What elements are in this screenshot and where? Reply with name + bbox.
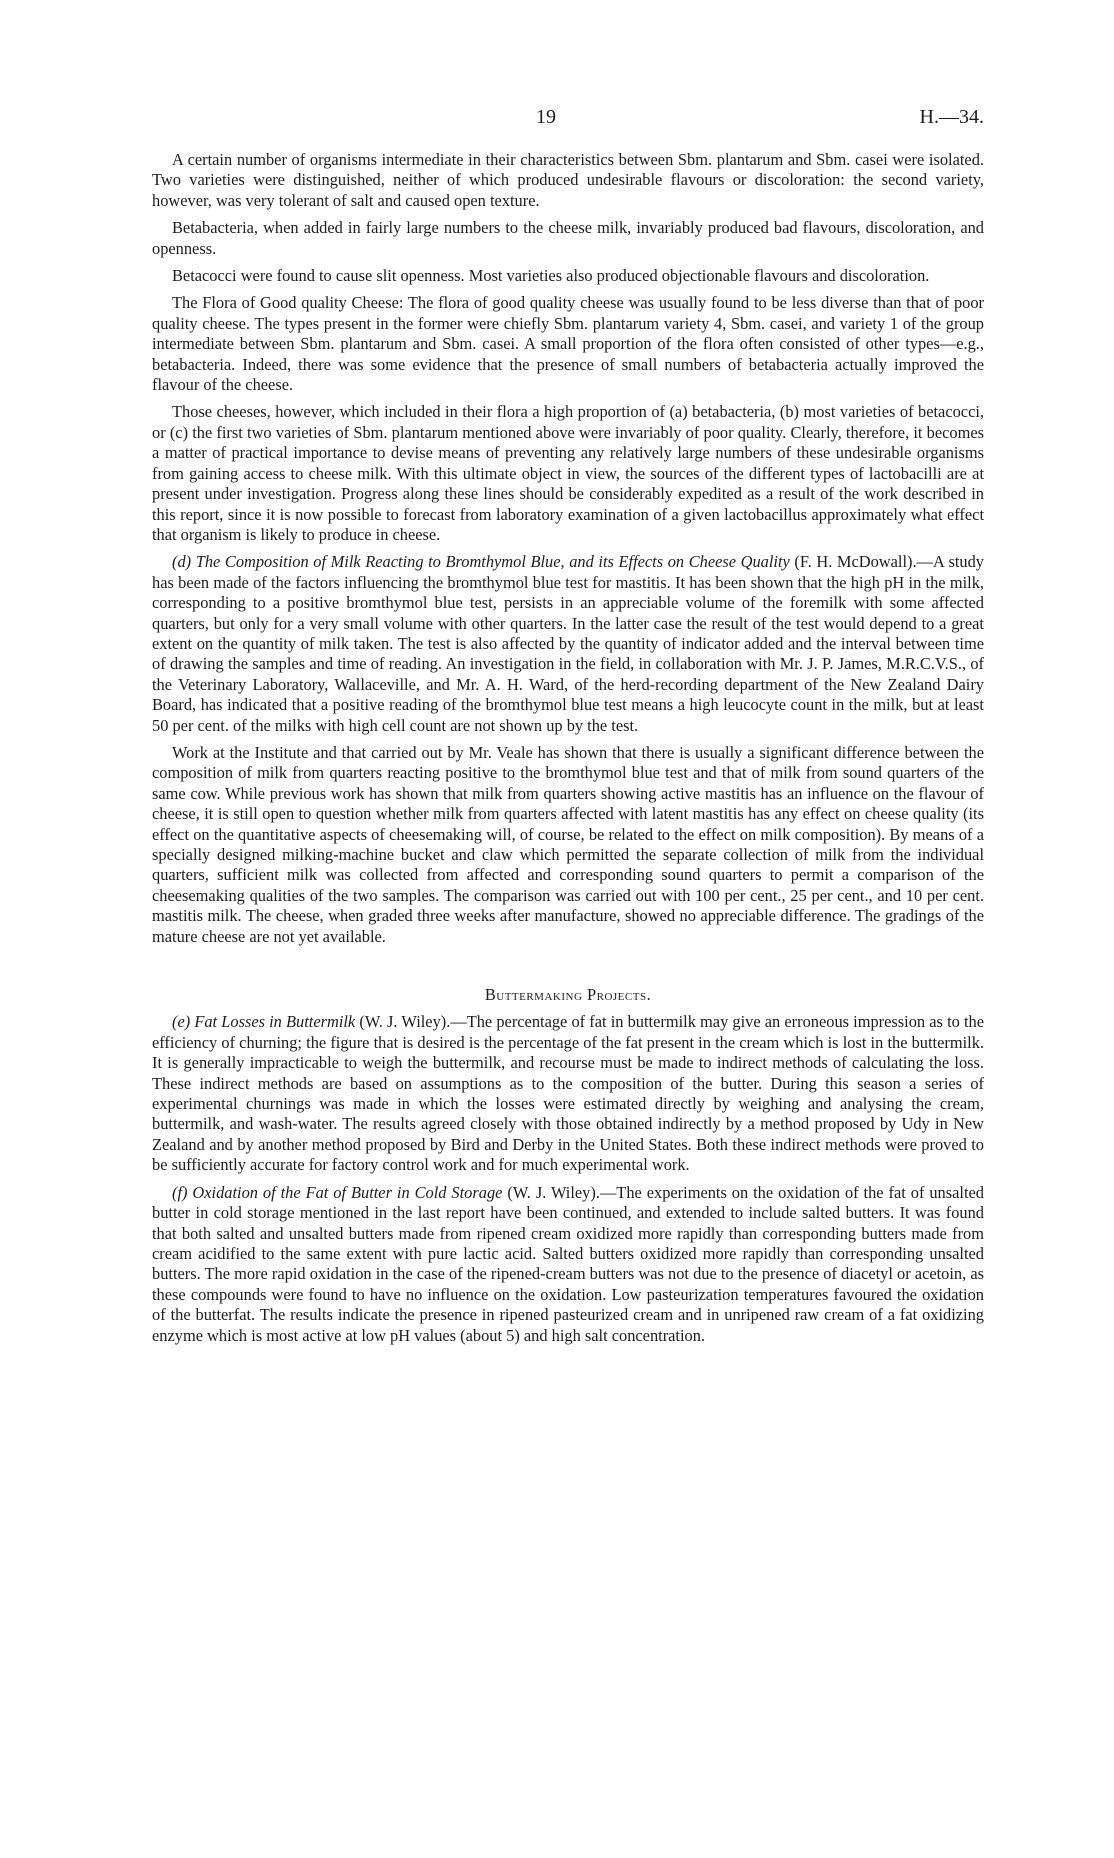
paragraph-institute-work: Work at the Institute and that carried out by Mr. Veale has shown that there is usually a significant difference between the composition of milk from quarters reacting positive to the bromthymol blue test and that of milk from sound quarters of the same cow. While previous work has shown that milk from quarters showing active mastitis has an influence on the flavour of cheese, it is still open to question whether milk from quarters affected with latent mastitis has any effect on cheese quality (its effect on the quantitative aspects of cheesemaking will, of course, be related to the effect on milk composition). By means of a specially designed milking-machine bucket and claw which permitted the separate collection of milk from the individual quarters, sufficient milk was collected from affected and corresponding sound quarters to permit a comparison of the cheesemaking qualities of the two samples. The comparison was carried out with 100 per cent., 25 per cent., and 10 per cent. mastitis milk. The cheese, when graded three weeks after manufacture, showed no appreciable difference. The gradings of the mature cheese are not yet available. bbox=[152, 742, 984, 946]
paragraph-oxidation: (f) Oxidation of the Fat of Butter in Cold Storage (W. J. Wiley).—The experiments on the oxidation of the fat of unsalted butter in cold storage mentioned in the last report have been continued, and extended to include salted butters. It was found that both salted and unsalted butters made from ripened cream oxidized more rapidly than corresponding butters made from cream acidified to the same extent with pure lactic acid. Salted butters oxidized more rapidly than corresponding unsalted butters. The more rapid oxidation in the case of the ripened-cream butters was not due to the presence of diacetyl or acetoin, as these compounds were found to have no influence on the oxidation. Low pasteurization temperatures favoured the oxidation of the butterfat. The results indicate the presence in ripened pasteurized cream and in unripened raw cream of a fat oxidizing enzyme which is most active at low pH values (about 5) and high salt concentration. bbox=[152, 1182, 984, 1345]
subsection-title-e: (e) Fat Losses in Buttermilk bbox=[172, 1012, 356, 1032]
paragraph-flora-good-cheese: The Flora of Good quality Cheese: The flora of good quality cheese was usually found to be less diverse than that of poor quality cheese. The types present in the former were chiefly Sbm. plantarum variety 4, Sbm. casei, and variety 1 of the group intermediate between Sbm. plantarum and Sbm. casei. A small proportion of the flora often consisted of other types—e.g., betabacteria. Indeed, there was some evidence that the presence of small numbers of betabacteria actually improved the flavour of the cheese. bbox=[152, 293, 984, 395]
paragraph-fat-losses: (e) Fat Losses in Buttermilk (W. J. Wiley).—The percentage of fat in buttermilk may give an erroneous impression as to the efficiency of churning; the figure that is desired is the percentage of the fat present in the cream which is lost in the buttermilk. It is generally impracticable to weigh the buttermilk, and recourse must be made to indirect methods of calculating the loss. These indirect methods are based on assumptions as to the composition of the butter. During this season a series of experimental churnings was made in which the losses were estimated directly by weighing and analysing the cream, buttermilk, and wash-water. The results agreed closely with those obtained indirectly by a method proposed by Udy in New Zealand and by another method proposed by Bird and Derby in the United States. Both these indirect methods were proved to be sufficiently accurate for factory control work and for much experimental work. bbox=[152, 1012, 984, 1175]
section-heading-buttermaking: Buttermaking Projects. bbox=[484, 985, 652, 1005]
subsection-title-f: (f) Oxidation of the Fat of Butter in Cold Storage bbox=[172, 1182, 503, 1202]
body-text bbox=[152, 150, 984, 1353]
page-header bbox=[0, 106, 1114, 136]
paragraph-poor-quality-cheeses: Those cheeses, however, which included in their flora a high proportion of (a) betabacteria, (b) most varieties of betacocci, or (c) the first two varieties of Sbm. plantarum mentioned above were invariably of poor quality. Clearly, therefore, it becomes a matter of practical importance to devise means of preventing any relatively large numbers of these undesirable organisms from gaining access to cheese milk. With this ultimate object in view, the sources of the different types of lactobacilli are at present under investigation. Progress along these lines should be considerably expedited as a result of the work described in this report, since it is now possible to forecast from laboratory examination of a given lactobacillus approximately what effect that organism is likely to produce in cheese. bbox=[152, 402, 984, 544]
page-number: 19 bbox=[536, 106, 556, 128]
paragraph-betacocci: Betacocci were found to cause slit openness. Most varieties also produced objectionable flavours and discoloration. bbox=[172, 266, 930, 286]
paragraph-betabacteria: Betabacteria, when added in fairly large numbers to the cheese milk, invariably produced bad flavours, discoloration, and openness. bbox=[152, 218, 984, 258]
paragraph-bromthymol-blue: (d) The Composition of Milk Reacting to Bromthymol Blue, and its Effects on Cheese Quality (F. H. McDowall).—A study has been made of the factors influencing the bromthymol blue test for mastitis. It has been shown that the high pH in the milk, corresponding to a positive bromthymol blue test, persists in an appreciable volume of the foremilk with some affected quarters, but only for a very small volume with other quarters. In the latter case the result of the test would depend to a great extent on the quantity of milk taken. The test is also affected by the quantity of indicator added and the interval between time of drawing the samples and time of reading. An investigation in the field, in collaboration with Mr. J. P. James, M.R.C.V.S., of the Veterinary Laboratory, Wallaceville, and Mr. A. H. Ward, of the herd-recording department of the New Zealand Dairy Board, has indicated that a positive reading of the bromthymol blue test means a high leucocyte count in the milk, but at least 50 per cent. of the milks with high cell count are not shown up by the test. bbox=[152, 552, 984, 735]
subsection-title-d: (d) The Composition of Milk Reacting to Bromthymol Blue, and its Effects on Cheese Quality bbox=[172, 552, 790, 572]
paragraph-intermediate-organisms: A certain number of organisms intermediate in their characteristics between Sbm. plantarum and Sbm. casei were isolated. Two varieties were distinguished, neither of which produced undesirable flavours or discoloration: the second variety, however, was very tolerant of salt and caused open texture. bbox=[152, 150, 984, 210]
document-code: H.—34. bbox=[919, 106, 984, 128]
